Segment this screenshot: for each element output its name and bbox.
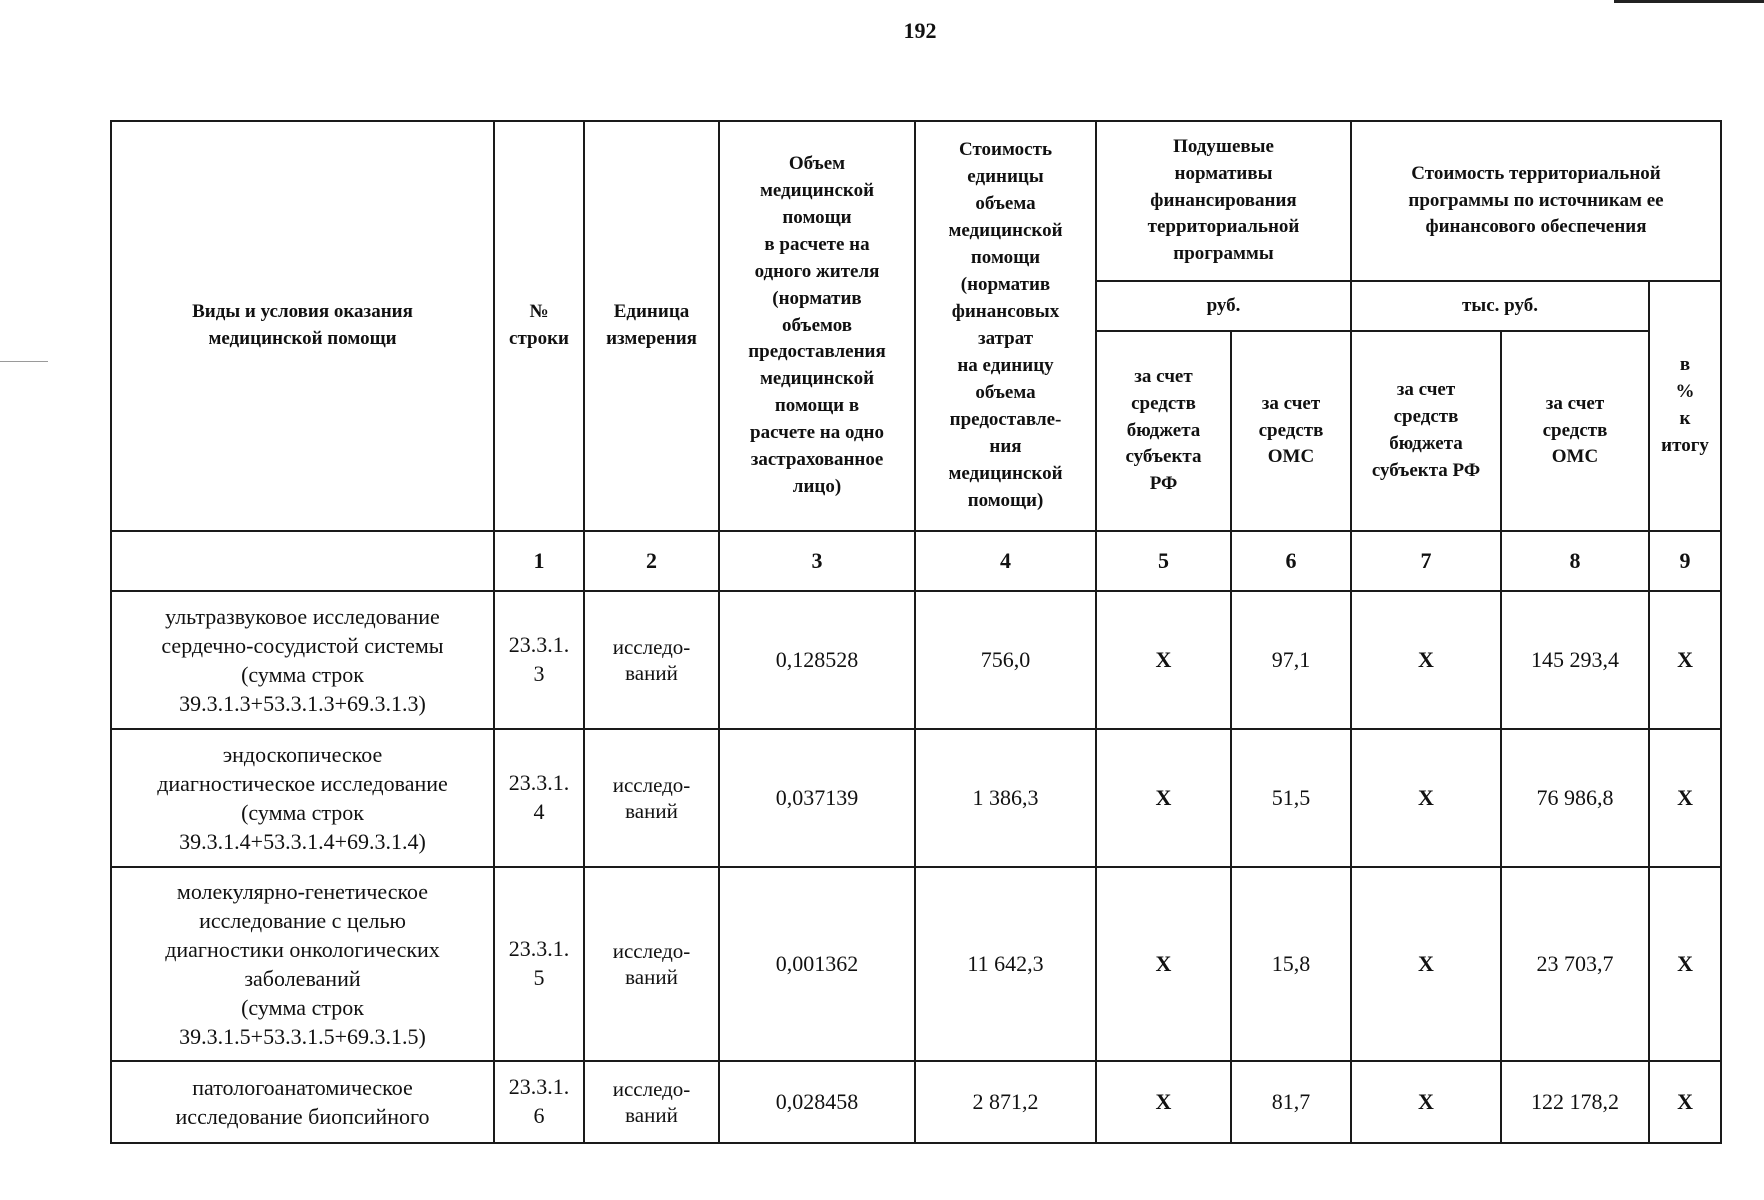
table-row — [111, 867, 1721, 1061]
row-cost: 1 386,3 — [915, 729, 1096, 867]
row-line-number: 23.3.1. 4 — [494, 729, 584, 867]
row-kind: эндоскопическое диагностическое исследование (сумма строк 39.3.1.4+53.3.1.4+69.3.1.4) — [111, 729, 494, 867]
table-row — [111, 591, 1721, 729]
header-oms-thousand: за счет средств ОМС — [1501, 331, 1649, 531]
column-number-row — [111, 531, 1721, 591]
header-volume: Объем медицинской помощи в расчете на одного жителя (норматив объемов предоставления медицинской помощи в расчете на одно застрахованное лицо) — [719, 121, 915, 531]
header-kind: Виды и условия оказания медицинской помощи — [111, 121, 494, 531]
header-line-number: № строки — [494, 121, 584, 531]
column-number: 4 — [915, 531, 1096, 591]
row-oms-rub: 97,1 — [1231, 591, 1351, 729]
row-oms-thousand: 122 178,2 — [1501, 1061, 1649, 1143]
row-budget-thousand: X — [1351, 1061, 1501, 1143]
row-percent: X — [1649, 1061, 1721, 1143]
row-kind: ультразвуковое исследование сердечно-сосудистой системы (сумма строк 39.3.1.3+53.3.1.3+69.3.1.3) — [111, 591, 494, 729]
row-percent: X — [1649, 867, 1721, 1061]
row-volume: 0,128528 — [719, 591, 915, 729]
row-budget-rub: X — [1096, 729, 1231, 867]
column-number — [111, 531, 494, 591]
header-percent: в % к итогу — [1649, 281, 1721, 531]
row-unit: исследо- ваний — [584, 1061, 719, 1143]
column-number: 8 — [1501, 531, 1649, 591]
row-budget-thousand: X — [1351, 591, 1501, 729]
column-number: 2 — [584, 531, 719, 591]
row-kind: патологоанатомическое исследование биопсийного — [111, 1061, 494, 1143]
column-number: 5 — [1096, 531, 1231, 591]
row-oms-thousand: 23 703,7 — [1501, 867, 1649, 1061]
table-row — [111, 1061, 1721, 1143]
column-number: 6 — [1231, 531, 1351, 591]
row-cost: 2 871,2 — [915, 1061, 1096, 1143]
row-volume: 0,001362 — [719, 867, 915, 1061]
row-unit: исследо- ваний — [584, 729, 719, 867]
header-budget-rf-rub: за счет средств бюджета субъекта РФ — [1096, 331, 1231, 531]
row-line-number: 23.3.1. 5 — [494, 867, 584, 1061]
row-cost: 756,0 — [915, 591, 1096, 729]
column-number: 9 — [1649, 531, 1721, 591]
row-line-number: 23.3.1. 3 — [494, 591, 584, 729]
row-oms-rub: 81,7 — [1231, 1061, 1351, 1143]
header-per-capita: Подушевые нормативы финансирования территориальной программы — [1096, 121, 1351, 281]
row-budget-rub: X — [1096, 1061, 1231, 1143]
header-rub: руб. — [1096, 281, 1351, 331]
row-unit: исследо- ваний — [584, 867, 719, 1061]
row-percent: X — [1649, 591, 1721, 729]
header-unit: Единица измерения — [584, 121, 719, 531]
row-oms-thousand: 145 293,4 — [1501, 591, 1649, 729]
scan-side-mark — [0, 361, 48, 362]
row-volume: 0,037139 — [719, 729, 915, 867]
row-line-number: 23.3.1. 6 — [494, 1061, 584, 1143]
row-cost: 11 642,3 — [915, 867, 1096, 1061]
header-oms-rub: за счет средств ОМС — [1231, 331, 1351, 531]
scan-corner-mark — [1614, 0, 1764, 3]
page-number: 192 — [903, 18, 937, 43]
header-budget-rf-thousand: за счет средств бюджета субъекта РФ — [1351, 331, 1501, 531]
header-program-cost: Стоимость территориальной программы по источникам ее финансового обеспечения — [1351, 121, 1721, 281]
row-percent: X — [1649, 729, 1721, 867]
row-oms-thousand: 76 986,8 — [1501, 729, 1649, 867]
row-kind: молекулярно-генетическое исследование с целью диагностики онкологических заболеваний (сумма строк 39.3.1.5+53.3.1.5+69.3.1.5) — [111, 867, 494, 1061]
row-oms-rub: 15,8 — [1231, 867, 1351, 1061]
row-budget-thousand: X — [1351, 729, 1501, 867]
financing-table — [110, 120, 1722, 1144]
row-unit: исследо- ваний — [584, 591, 719, 729]
row-oms-rub: 51,5 — [1231, 729, 1351, 867]
row-volume: 0,028458 — [719, 1061, 915, 1143]
header-cost: Стоимость единицы объема медицинской помощи (норматив финансовых затрат на единицу объема предоставле- ния медицинской помощи) — [915, 121, 1096, 531]
column-number: 3 — [719, 531, 915, 591]
column-number: 1 — [494, 531, 584, 591]
row-budget-rub: X — [1096, 591, 1231, 729]
table-row — [111, 729, 1721, 867]
header-thousand-rub: тыс. руб. — [1351, 281, 1649, 331]
row-budget-rub: X — [1096, 867, 1231, 1061]
row-budget-thousand: X — [1351, 867, 1501, 1061]
column-number: 7 — [1351, 531, 1501, 591]
